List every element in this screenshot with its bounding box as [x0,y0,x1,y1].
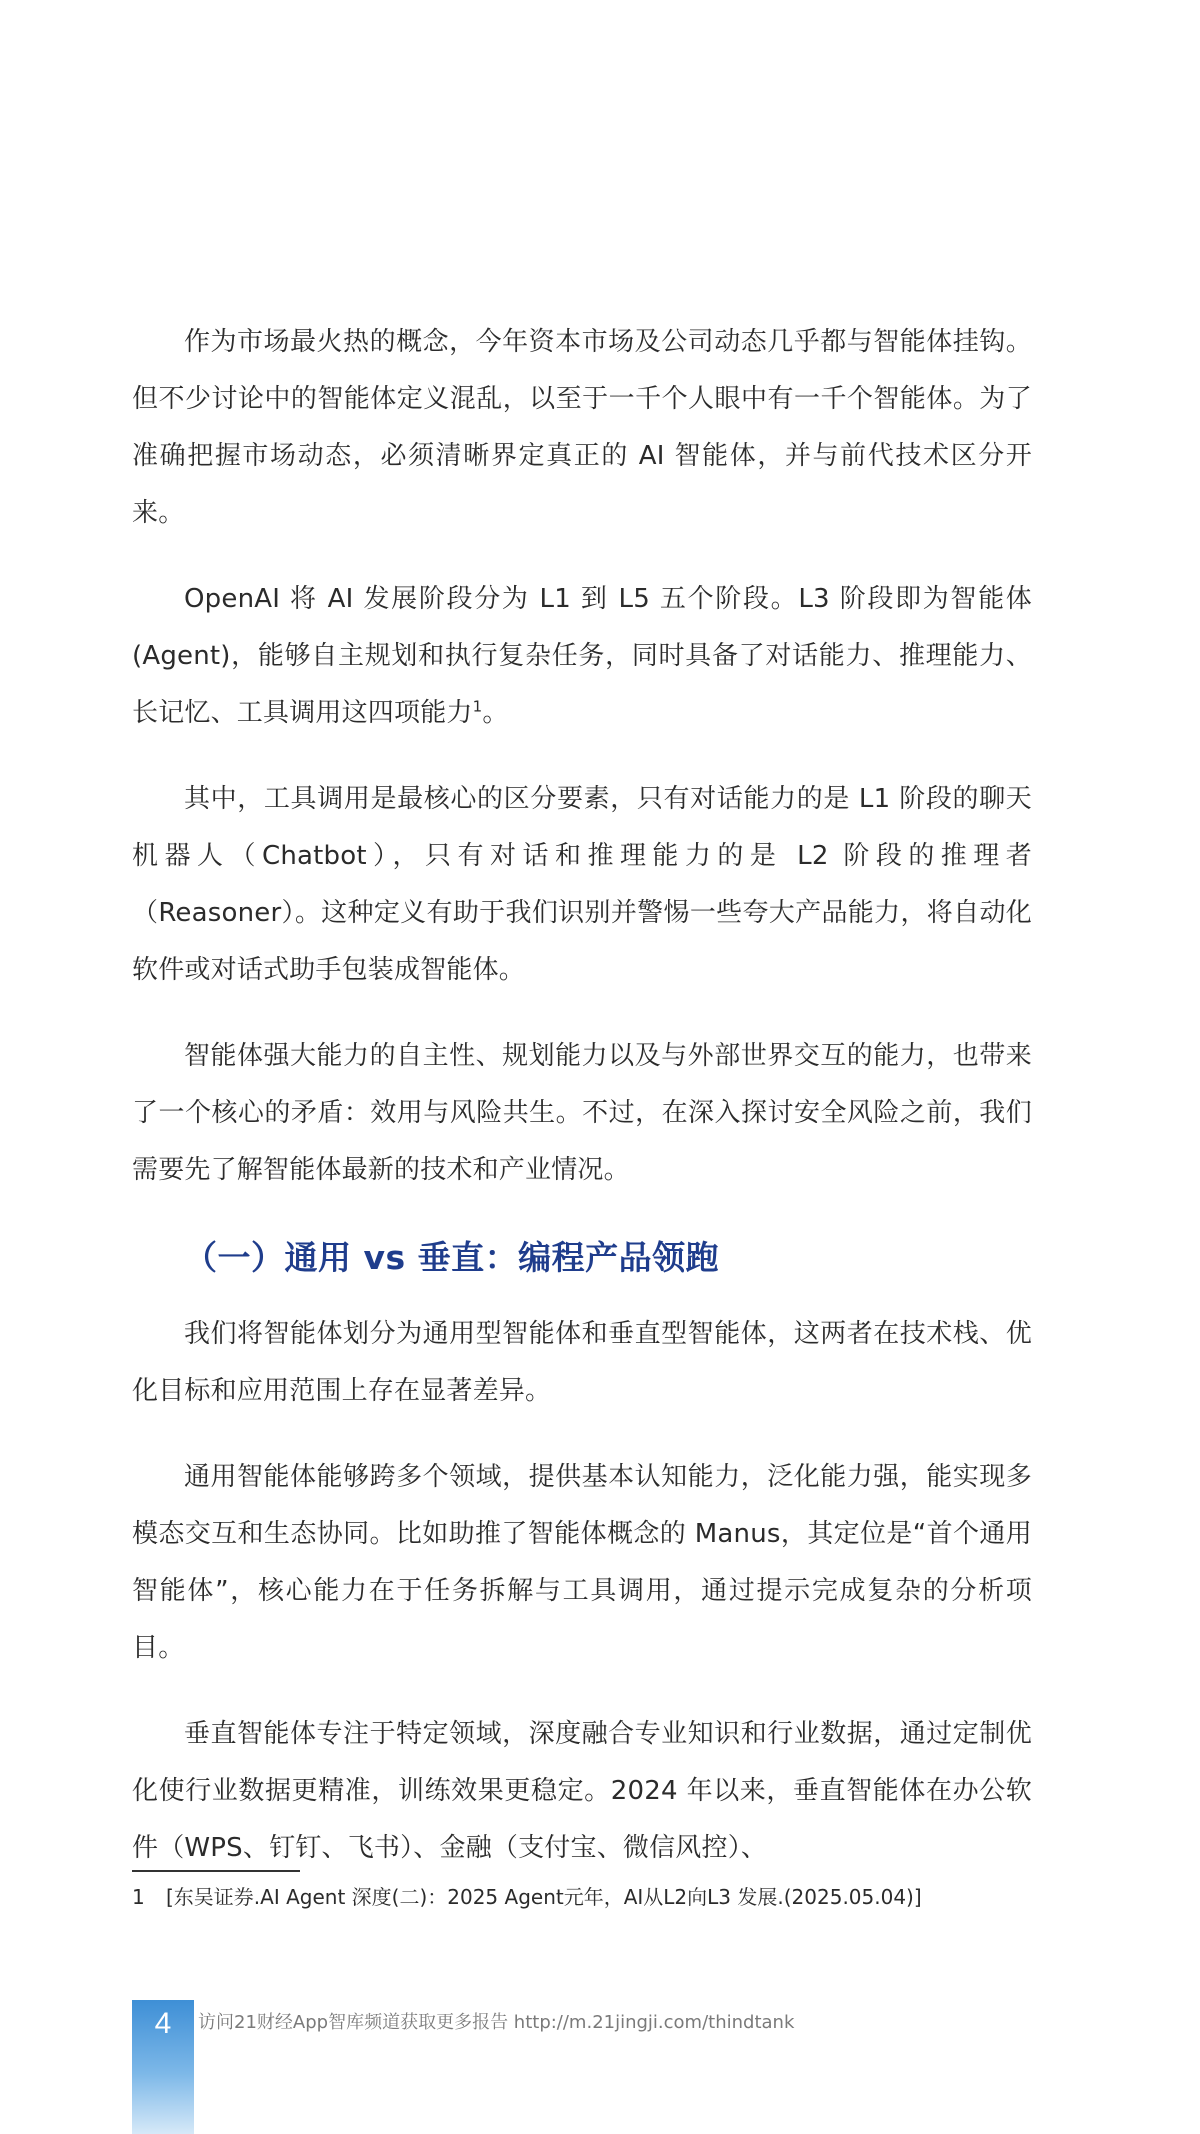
paragraph-agent-concept: 作为市场最火热的概念，今年资本市场及公司动态几乎都与智能体挂钩。但不少讨论中的智能体定义混乱，以至于一千个人眼中有一千个智能体。为了准确把握市场动态，必须清晰界定真正的 AI 智能体，并与前代技术区分开来。 [132,327,1032,528]
section-heading: （一）通用 vs 垂直：编程产品领跑 [184,1238,720,1277]
paragraph-general-agent: 通用智能体能够跨多个领域，提供基本认知能力，泛化能力强，能实现多模态交互和生态协同。比如助推了智能体概念的 Manus，其定位是“首个通用智能体”，核心能力在于任务拆解与工具调用，通过提示完成复杂的分析项目。 [132,1462,1032,1663]
main-content [132,314,1032,1906]
paragraph-vertical-agent: 垂直智能体专注于特定领域，深度融合专业知识和行业数据，通过定制优化使行业数据更精准，训练效果更稳定。2024 年以来，垂直智能体在办公软件（WPS、钉钉、飞书）、金融（支付宝、微信风控）、 [132,1719,1032,1863]
paragraph-openai-stages-text: OpenAI 将 AI 发展阶段分为 L1 到 L5 五个阶段。L3 阶段即为智能体 (Agent)，能够自主规划和执行复杂任务，同时具备了对话能力、推理能力、长记忆、工具调用这四项能力 [132,584,1032,728]
paragraph-tool-calling: 其中，工具调用是最核心的区分要素，只有对话能力的是 L1 阶段的聊天机器人（Chatbot），只有对话和推理能力的是 L2 阶段的推理者（Reasoner）。这种定义有助于我们识别并警惕一些夸大产品能力，将自动化软件或对话式助手包装成智能体。 [132,784,1032,985]
paragraph-agent-types: 我们将智能体划分为通用型智能体和垂直型智能体，这两者在技术栈、优化目标和应用范围上存在显著差异。 [132,1319,1032,1406]
footnote-reference: 1 [472,697,483,716]
footnote-number: 1 [132,1885,145,1909]
footnote-text: [东吴证券.AI Agent 深度(二)：2025 Agent元年，AI从L2向L3 发展.(2025.05.04)] [166,1885,922,1909]
footer-promo-link[interactable]: 访问21财经App智库频道获取更多报告 http://m.21jingji.com/thindtank [198,2012,795,2033]
paragraph-openai-stages-end: 。 [482,698,509,728]
page-number: 4 [154,2007,172,2040]
footnote-divider [132,1870,300,1872]
page-number-tab [132,2000,194,2134]
footnote [132,1880,1032,1914]
paragraph-autonomy-risk: 智能体强大能力的自主性、规划能力以及与外部世界交互的能力，也带来了一个核心的矛盾：效用与风险共生。不过，在深入探讨安全风险之前，我们需要先了解智能体最新的技术和产业情况。 [132,1041,1032,1185]
paragraph-openai-stages [132,571,1032,742]
